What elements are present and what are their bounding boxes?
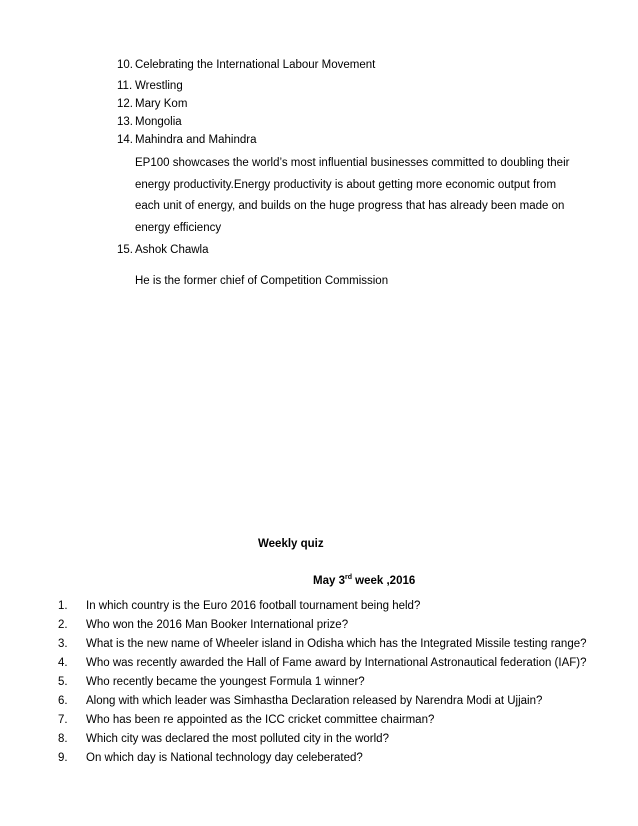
item-text: Wrestling — [135, 80, 183, 92]
item-number: 12. — [117, 98, 133, 110]
question-text: Who won the 2016 Man Booker International prize? — [86, 619, 349, 631]
question-number: 4. — [58, 657, 68, 669]
question-number: 7. — [58, 714, 68, 726]
question-text: Who has been re appointed as the ICC cricket committee chairman? — [86, 714, 435, 726]
quiz-week — [313, 575, 415, 587]
question-number: 8. — [58, 733, 68, 745]
question-text: What is the new name of Wheeler island in Odisha which has the Integrated Missile testing range? — [86, 638, 587, 650]
question-number: 2. — [58, 619, 68, 631]
question-number: 1. — [58, 600, 68, 612]
question-text: Along with which leader was Simhastha Declaration released by Narendra Modi at Ujjain? — [86, 695, 543, 707]
item-text: Mary Kom — [135, 98, 188, 110]
question-text: Who was recently awarded the Hall of Fame award by International Astronautical federation (IAF)? — [86, 657, 587, 669]
question-text: Who recently became the youngest Formula 1 winner? — [86, 676, 365, 688]
item-number: 13. — [117, 116, 133, 128]
item-text: Ashok Chawla — [135, 244, 209, 256]
question-number: 9. — [58, 752, 68, 764]
week-sup: rd — [344, 574, 352, 581]
question-number: 5. — [58, 676, 68, 688]
ep100-note: EP100 showcases the world’s most influential businesses committed to doubling their energy productivity.Energy productivity is about getting more economic output from each unit of energy, and builds on the huge progress that has already been made on energy efficiency — [135, 157, 570, 234]
item-number: 11. — [117, 80, 133, 92]
item-number: 10. — [117, 59, 133, 71]
item-text: Mongolia — [135, 116, 182, 128]
question-text: On which day is National technology day celeberated? — [86, 752, 363, 764]
item-text: Celebrating the International Labour Movement — [135, 59, 376, 71]
quiz-title: Weekly quiz — [258, 538, 324, 550]
question-number: 6. — [58, 695, 68, 707]
question-text: Which city was declared the most polluted city in the world? — [86, 733, 389, 745]
item-number: 15. — [117, 244, 133, 256]
chawla-note: He is the former chief of Competition Commission — [135, 275, 389, 287]
item-text: Mahindra and Mahindra — [135, 134, 257, 146]
item-number: 14. — [117, 134, 133, 146]
question-number: 3. — [58, 638, 68, 650]
week-prefix: May 3 — [313, 575, 345, 587]
question-text: In which country is the Euro 2016 football tournament being held? — [86, 600, 421, 612]
week-suffix: week ,2016 — [351, 575, 416, 587]
